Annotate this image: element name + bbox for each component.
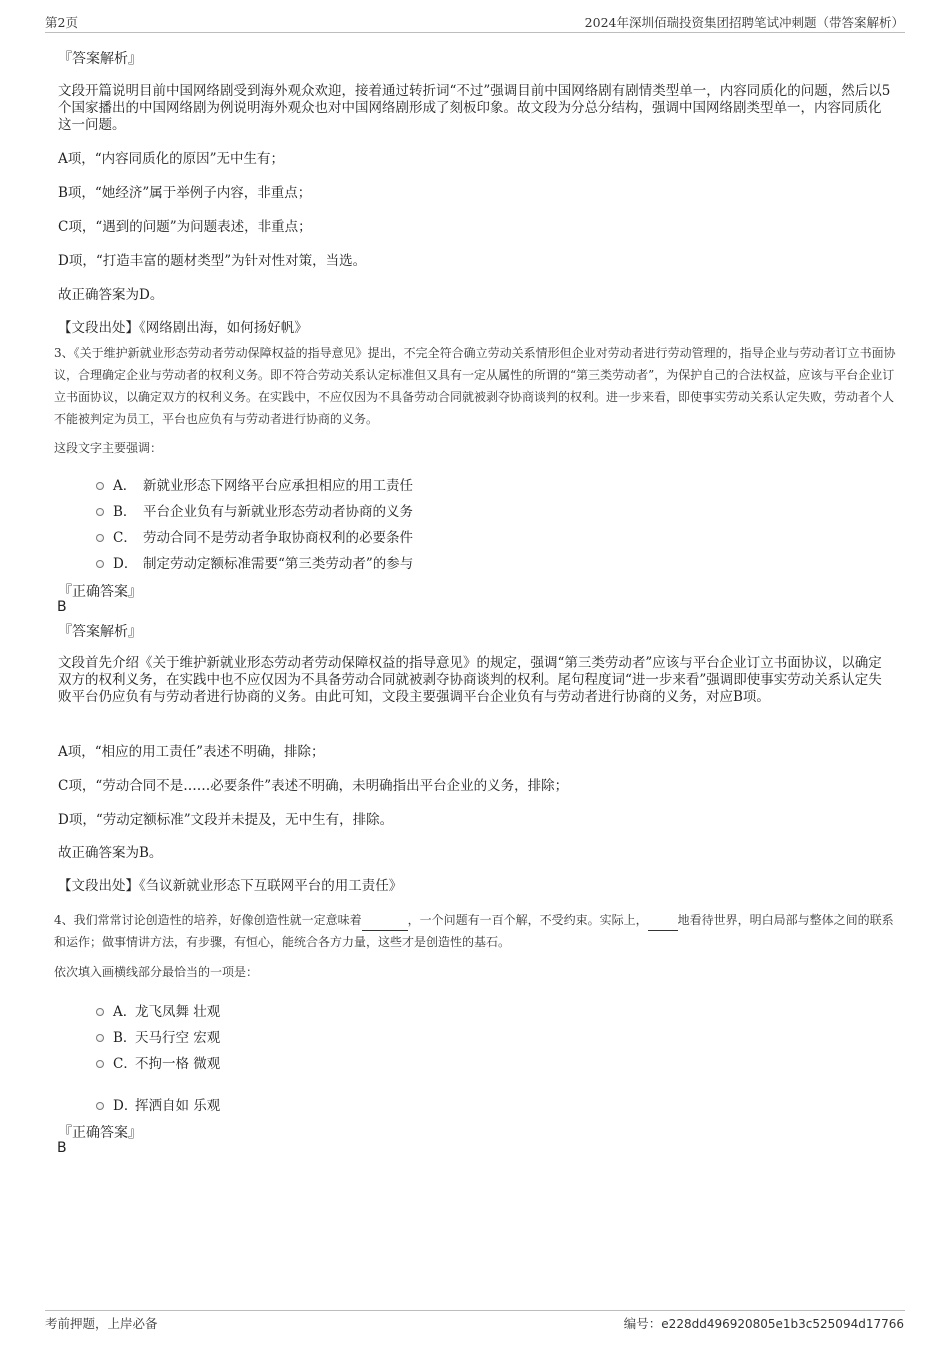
q2-option-b-note: B项，“她经济”属于举例子内容，非重点； bbox=[58, 185, 312, 201]
option-text: 挥洒自如 乐观 bbox=[135, 1098, 221, 1114]
q4-answer-label: 『正确答案』 bbox=[58, 1125, 142, 1141]
option-text: 劳动合同不是劳动者争取协商权利的必要条件 bbox=[143, 530, 413, 546]
q4-option-d[interactable] bbox=[96, 1094, 220, 1114]
q3-option-a[interactable] bbox=[96, 474, 413, 494]
q3-conclusion: 故正确答案为B。 bbox=[58, 845, 163, 861]
q3-option-d[interactable] bbox=[96, 552, 413, 572]
option-text: 新就业形态下网络平台应承担相应的用工责任 bbox=[143, 478, 413, 494]
footer-code-value: e228dd496920805e1b3c525094d17766 bbox=[661, 1317, 904, 1331]
header-rule bbox=[45, 32, 905, 33]
option-letter: B． bbox=[113, 1030, 137, 1046]
q4-option-a[interactable] bbox=[96, 1000, 220, 1020]
footer-code bbox=[624, 1314, 904, 1332]
q4-blank-1 bbox=[362, 916, 408, 931]
q3-option-b[interactable] bbox=[96, 500, 413, 520]
radio-button-icon[interactable] bbox=[96, 508, 104, 516]
footer-slogan: 考前押题，上岸必备 bbox=[45, 1316, 158, 1331]
radio-button-icon[interactable] bbox=[96, 560, 104, 568]
q3-answer: B bbox=[57, 599, 67, 615]
q2-option-a-note: A项，“内容同质化的原因”无中生有； bbox=[58, 151, 285, 167]
option-letter: A． bbox=[113, 1004, 137, 1020]
footer-code-label: 编号： bbox=[623, 1316, 662, 1331]
option-letter: A． bbox=[113, 478, 137, 494]
option-text: 龙飞凤舞 壮观 bbox=[135, 1004, 221, 1020]
option-letter: D． bbox=[113, 556, 138, 572]
q4-prompt: 依次填入画横线部分最恰当的一项是： bbox=[54, 965, 259, 979]
q4-stem-part2: ，一个问题有一百个解，不受约束。实际上， bbox=[407, 913, 648, 927]
q4-stem bbox=[54, 909, 900, 953]
q3-option-a-note: A项，“相应的用工责任”表述不明确，排除； bbox=[58, 744, 325, 760]
q2-option-d-note: D项，“打造丰富的题材类型”为针对性对策，当选。 bbox=[58, 253, 367, 269]
q4-answer: B bbox=[57, 1140, 67, 1156]
radio-button-icon[interactable] bbox=[96, 482, 104, 490]
q3-analysis-text: 文段首先介绍《关于维护新就业形态劳动者劳动保障权益的指导意见》的规定，强调“第三类劳动者”应该与平台企业订立书面协议，以确定双方的权利义务，在实践中也不应仅因为不具备劳动合同就被剥夺协商谈判的权利。尾句程度词“进一步来看”强调即使事实劳动关系认定失败平台仍应负有与劳动者进行协商的义务。由此可知，文段主要强调平台企业负有与劳动者进行协商的义务，对应B项。 bbox=[58, 655, 882, 705]
option-letter: C． bbox=[113, 530, 137, 546]
option-letter: B． bbox=[113, 504, 137, 520]
radio-button-icon[interactable] bbox=[96, 1060, 104, 1068]
q4-stem-part3: 地看待世界，明白局部与整体之间的联系和运作；做事情讲方法，有步骤，有恒心，能统合各方力量，这些才是创造性的基石。 bbox=[54, 913, 894, 949]
q3-stem: 3、《关于维护新就业形态劳动者劳动保障权益的指导意见》提出，不完全符合确立劳动关系情形但企业对劳动者进行劳动管理的，指导企业与劳动者订立书面协议，合理确定企业与劳动者的权利义务。即不符合劳动关系认定标准但又具有一定从属性的所谓的“第三类劳动者”，为保护自己的合法权益，应该与平台企业订立书面协议，以确定双方的权利义务。在实践中，不应仅因为不具备劳动合同就被剥夺协商谈判的权利。进一步来看，即使事实劳动关系认定失败，劳动者个人不能被判定为员工，平台也应负有与劳动者进行协商的义务。 bbox=[54, 346, 896, 426]
radio-button-icon[interactable] bbox=[96, 1034, 104, 1042]
q4-stem-part1: 4、我们常常讨论创造性的培养，好像创造性就一定意味着 bbox=[54, 913, 362, 927]
option-text: 平台企业负有与新就业形态劳动者协商的义务 bbox=[143, 504, 413, 520]
option-letter: D． bbox=[113, 1098, 138, 1114]
option-text: 天马行空 宏观 bbox=[135, 1030, 221, 1046]
option-text: 制定劳动定额标准需要“第三类劳动者”的参与 bbox=[143, 556, 414, 572]
q3-option-c-note: C项，“劳动合同不是……必要条件”表述不明确，未明确指出平台企业的义务，排除； bbox=[58, 778, 569, 794]
q4-blank-2 bbox=[648, 916, 678, 931]
q2-analysis-label: 『答案解析』 bbox=[58, 51, 142, 67]
q3-answer-label: 『正确答案』 bbox=[58, 584, 142, 600]
q4-option-b[interactable] bbox=[96, 1026, 220, 1046]
radio-button-icon[interactable] bbox=[96, 1008, 104, 1016]
q2-conclusion: 故正确答案为D。 bbox=[58, 287, 164, 303]
q3-source: 【文段出处】《刍议新就业形态下互联网平台的用工责任》 bbox=[58, 878, 403, 894]
option-letter: C． bbox=[113, 1056, 137, 1072]
radio-button-icon[interactable] bbox=[96, 534, 104, 542]
q2-option-c-note: C项，“遇到的问题”为问题表述，非重点； bbox=[58, 219, 312, 235]
q2-analysis-text: 文段开篇说明目前中国网络剧受到海外观众欢迎，接着通过转折词“不过”强调目前中国网络剧有剧情类型单一，内容同质化的问题，然后以5个国家播出的中国网络剧为例说明海外观众也对中国网络剧形成了刻板印象。故文段为分总分结构，强调中国网络剧类型单一，内容同质化这一问题。 bbox=[58, 83, 891, 133]
q3-analysis-label: 『答案解析』 bbox=[58, 624, 142, 640]
footer-rule bbox=[45, 1310, 905, 1311]
q3-prompt: 这段文字主要强调： bbox=[54, 441, 163, 455]
page-number: 第2页 bbox=[45, 15, 78, 30]
q3-option-c[interactable] bbox=[96, 526, 413, 546]
q4-option-c[interactable] bbox=[96, 1052, 220, 1072]
q2-source: 【文段出处】《网络剧出海，如何扬好帆》 bbox=[58, 320, 308, 336]
q3-option-d-note: D项，“劳动定额标准”文段并未提及，无中生有，排除。 bbox=[58, 812, 394, 828]
document-title: 2024年深圳佰瑞投资集团招聘笔试冲刺题（带答案解析） bbox=[584, 15, 904, 30]
radio-button-icon[interactable] bbox=[96, 1102, 104, 1110]
option-text: 不拘一格 微观 bbox=[135, 1056, 221, 1072]
